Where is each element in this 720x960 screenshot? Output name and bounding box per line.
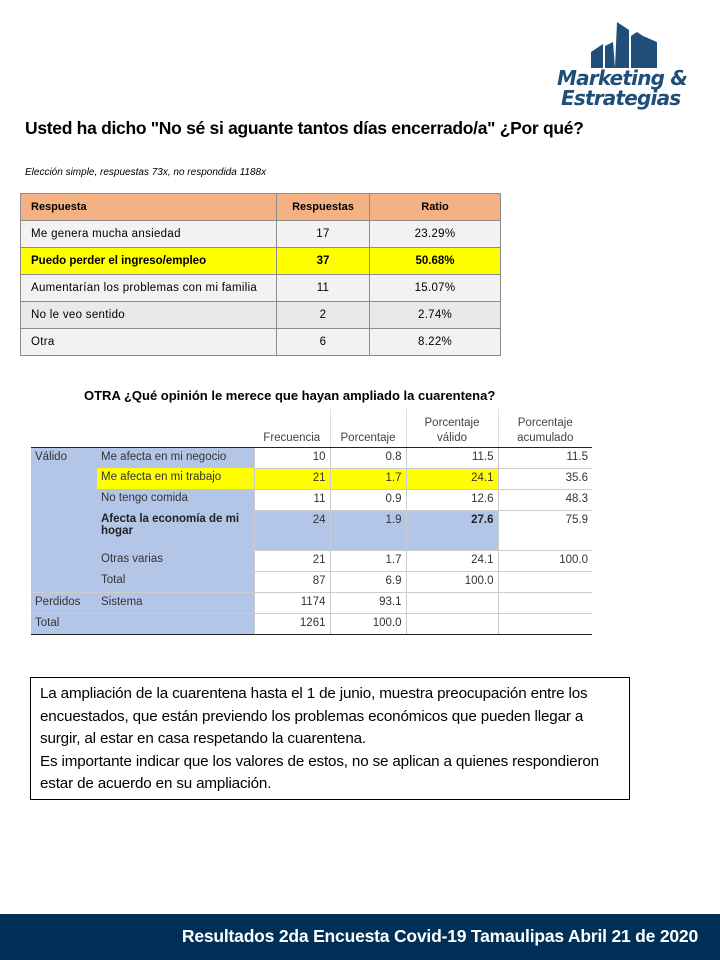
row-porcentaje-valido xyxy=(406,613,498,634)
row-porcentaje-acumulado: 100.0 xyxy=(498,550,592,571)
row-porcentaje: 0.8 xyxy=(330,447,406,468)
row-frecuencia: 24 xyxy=(254,510,330,550)
table-row xyxy=(31,447,592,468)
row-count: 2 xyxy=(277,302,370,329)
row-label: Afecta la economía de mi hogar xyxy=(97,510,254,550)
row-porcentaje-valido: 100.0 xyxy=(406,571,498,592)
row-ratio: 2.74% xyxy=(370,302,501,329)
row-porcentaje: 100.0 xyxy=(330,613,406,634)
row-label: Me afecta en mi negocio xyxy=(97,447,254,468)
row-porcentaje-acumulado: 35.6 xyxy=(498,468,592,489)
row-porcentaje-valido: 24.1 xyxy=(406,468,498,489)
row-porcentaje-acumulado: 11.5 xyxy=(498,447,592,468)
row-label: Aumentarían los problemas con mi familia xyxy=(21,275,277,302)
table-header-row xyxy=(31,409,592,447)
row-porcentaje: 1.9 xyxy=(330,510,406,550)
row-porcentaje: 6.9 xyxy=(330,571,406,592)
row-frecuencia: 10 xyxy=(254,447,330,468)
row-porcentaje: 93.1 xyxy=(330,592,406,613)
footer-text: Resultados 2da Encuesta Covid-19 Tamaulipas Abril 21 de 2020 xyxy=(181,926,698,946)
row-count: 6 xyxy=(277,329,370,356)
group-label-total: Total xyxy=(31,613,97,634)
table-row xyxy=(21,302,501,329)
header-respuesta: Respuesta xyxy=(21,194,277,221)
row-porcentaje-acumulado xyxy=(498,592,592,613)
row-label: Sistema xyxy=(97,592,254,613)
row-frecuencia: 21 xyxy=(254,468,330,489)
row-porcentaje-valido: 24.1 xyxy=(406,550,498,571)
buildings-logo-icon xyxy=(591,22,661,68)
row-ratio: 15.07% xyxy=(370,275,501,302)
row-porcentaje-acumulado xyxy=(498,571,592,592)
row-label: Me afecta en mi trabajo xyxy=(97,468,254,489)
group-label-perdidos: Perdidos xyxy=(31,592,97,613)
row-porcentaje-acumulado: 75.9 xyxy=(498,510,592,550)
header-respuestas: Respuestas xyxy=(277,194,370,221)
table-row-missing xyxy=(31,592,592,613)
row-porcentaje-valido: 12.6 xyxy=(406,489,498,510)
table-row-highlighted xyxy=(21,248,501,275)
table-row-highlighted xyxy=(31,468,592,489)
row-frecuencia: 21 xyxy=(254,550,330,571)
row-porcentaje-acumulado: 48.3 xyxy=(498,489,592,510)
row-label: No le veo sentido xyxy=(21,302,277,329)
row-label: Otras varias xyxy=(97,550,254,571)
row-ratio: 50.68% xyxy=(370,248,501,275)
table-row-total-valid xyxy=(31,571,592,592)
header-porcentaje: Porcentaje xyxy=(330,409,406,447)
row-ratio: 23.29% xyxy=(370,221,501,248)
note-paragraph-1: La ampliación de la cuarentena hasta el 1 de junio, muestra preocupación entre los encuestados, que están previendo los problemas económicos que pueden llegar a surgir, al estar en casa respetando la cuarentena. xyxy=(40,685,588,747)
note-paragraph-2: Es importante indicar que los valores de estos, no se aplican a quienes respondieron estar de acuerdo en su ampliación. xyxy=(40,752,599,792)
row-porcentaje: 1.7 xyxy=(330,550,406,571)
analysis-note-box xyxy=(30,677,630,800)
row-label xyxy=(97,613,254,634)
table-row xyxy=(21,221,501,248)
logo-wordmark xyxy=(557,68,717,108)
question-1-subtitle: Elección simple, respuestas 73x, no respondida 1188x xyxy=(25,167,267,178)
row-porcentaje-valido: 27.6 xyxy=(406,510,498,550)
footer-bar xyxy=(0,914,720,960)
question-2-frequency-table xyxy=(31,409,592,635)
row-porcentaje: 0.9 xyxy=(330,489,406,510)
row-label: Total xyxy=(97,571,254,592)
row-count: 37 xyxy=(277,248,370,275)
row-frecuencia: 11 xyxy=(254,489,330,510)
question-1-title: Usted ha dicho "No sé si aguante tantos días encerrado/a" ¿Por qué? xyxy=(25,118,584,138)
row-label: Otra xyxy=(21,329,277,356)
table-row xyxy=(31,489,592,510)
row-porcentaje-valido xyxy=(406,592,498,613)
row-label: Puedo perder el ingreso/empleo xyxy=(21,248,277,275)
row-frecuencia: 87 xyxy=(254,571,330,592)
table-row xyxy=(21,275,501,302)
row-label: Me genera mucha ansiedad xyxy=(21,221,277,248)
row-ratio: 8.22% xyxy=(370,329,501,356)
group-label-valido: Válido xyxy=(31,447,97,468)
company-logo xyxy=(553,18,713,123)
row-frecuencia: 1174 xyxy=(254,592,330,613)
table-row xyxy=(31,550,592,571)
logo-line-1: Marketing & xyxy=(557,66,687,90)
row-count: 17 xyxy=(277,221,370,248)
row-frecuencia: 1261 xyxy=(254,613,330,634)
row-count: 11 xyxy=(277,275,370,302)
table-row-grand-total xyxy=(31,613,592,634)
header-frecuencia: Frecuencia xyxy=(254,409,330,447)
question-1-table xyxy=(20,193,501,356)
logo-line-2: Estrategias xyxy=(561,86,681,110)
table-row xyxy=(31,510,592,550)
table-row xyxy=(21,329,501,356)
row-porcentaje-valido: 11.5 xyxy=(406,447,498,468)
row-label: No tengo comida xyxy=(97,489,254,510)
row-porcentaje-acumulado xyxy=(498,613,592,634)
question-2-title: OTRA ¿Qué opinión le merece que hayan ampliado la cuarentena? xyxy=(84,388,496,403)
table-header-row xyxy=(21,194,501,221)
header-porcentaje-acumulado: Porcentaje acumulado xyxy=(498,409,592,447)
header-porcentaje-valido: Porcentaje válido xyxy=(406,409,498,447)
row-porcentaje: 1.7 xyxy=(330,468,406,489)
header-ratio: Ratio xyxy=(370,194,501,221)
